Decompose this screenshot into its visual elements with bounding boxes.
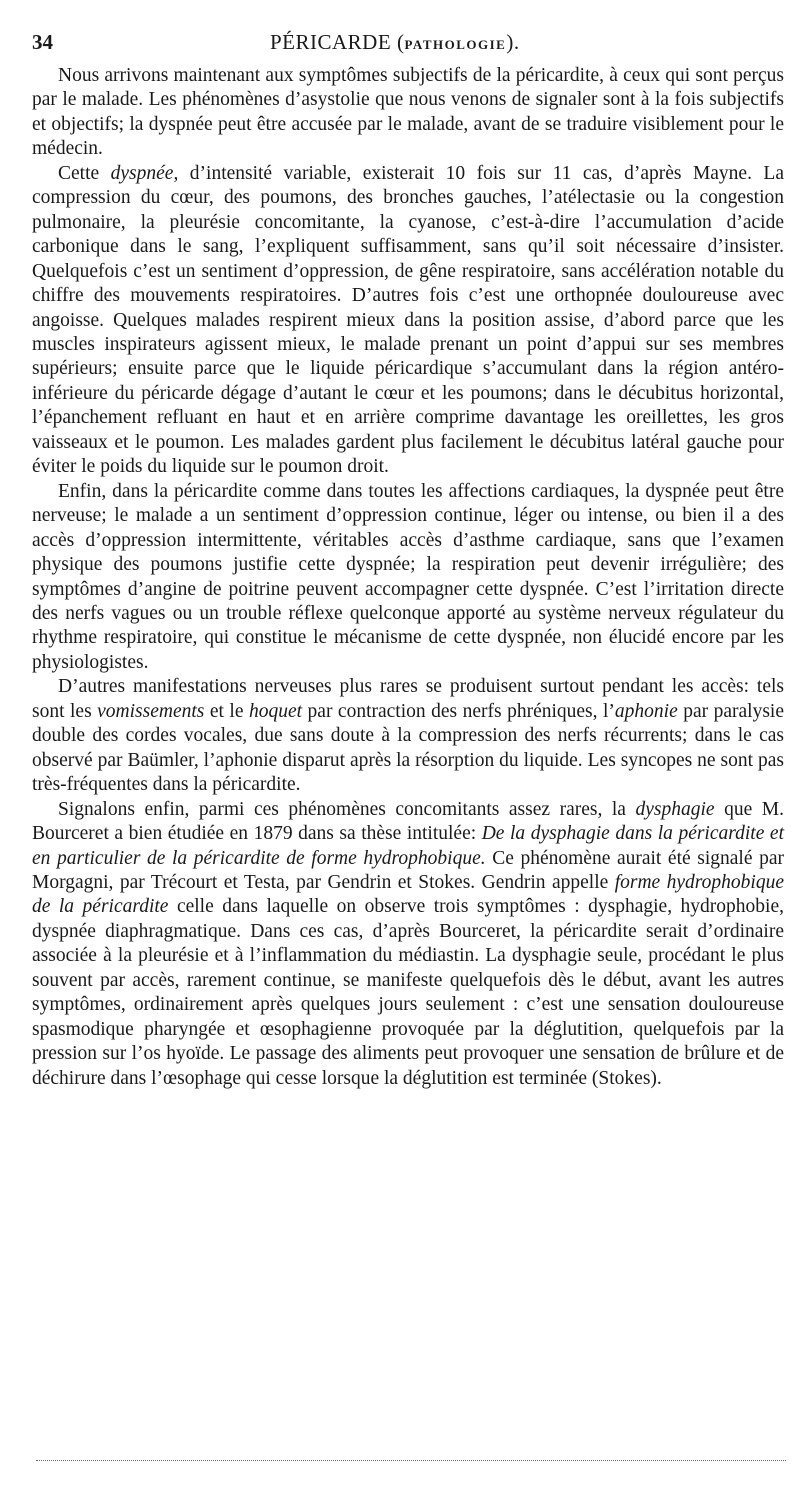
italic-term: vomissements (97, 700, 205, 722)
page-number: 34 (32, 30, 53, 54)
text-run: celle dans laquelle on observe trois symptômes : dysphagie, hydrophobie, dyspnée diaphragmatique. Dans ces cas, d’après Bourceret, la péricardite serait d’ordinaire associée à la pleurésie et à l’inflammation du médiastin. La dysphagie seule, procédant le plus souvent par accès, rarement continue, se manifeste quelquefois dès le début, avant les autres symptômes, ordinairement après quelques jours seulement : c’est une sensation douloureuse spasmodique pharyngée et œsophagienne provoquée par la déglutition, quelquefois par la pression sur l’os hyoïde. Le passage des aliments peut provoquer une sensation de brûlure et de déchirure dans l’œsophage qui cesse lorsque la déglutition est terminée (Stokes). (32, 896, 784, 1089)
text-run: , d’intensité variable, existerait 10 fois sur 11 cas, d’après Mayne. La compression du cœur, des poumons, des bronches gauches, l’atélectasie ou la congestion pulmonaire, la pleurésie concomitante, la cyanose, c’est-à-dire l’accumulation d’acide carbonique dans le sang, l’expliquent suffisamment, sans qu’il soit nécessaire d’insister. Quelquefois c’est un sentiment d’oppression, de gêne respiratoire, sans accélération notable du chiffre des mouvements respiratoires. D’autres fois c’est une orthopnée douloureuse avec angoisse. Quelques malades respirent mieux dans la position assise, d’abord parce que les muscles inspirateurs agissent mieux, le malade prenant un point d’appui sur ses membres supérieurs; ensuite parce que le liquide péricardique s’accumulant dans la région antéro-inférieure du péricarde dégage d’autant le cœur et les poumons; dans le décubitus horizontal, l’épanchement refluant en haut et en arrière comprime davantage les oreillettes, les gros vaisseaux et le poumon. Les malades gardent plus facilement le décubitus latéral gauche pour éviter le poids du liquide sur le poumon droit. (32, 162, 784, 478)
paragraph-dyspnea (32, 162, 784, 480)
text-run: Nous arrivons maintenant aux symptômes subjectifs de la péricardite, à ceux qui sont perçus par le malade. Les phénomènes d’asystolie que nous venons de signaler sont à la fois subjectifs et objectifs; la dyspnée peut être accusée par le malade, avant de se traduire visiblement pour le médecin. (32, 65, 784, 160)
italic-term: dyspnée (110, 162, 174, 184)
footer-dotted-rule (36, 1460, 786, 1461)
paragraph-subjective-symptoms (32, 64, 784, 162)
text-run: et le (204, 700, 249, 722)
italic-term: dysphagie (635, 798, 715, 820)
body-text (32, 64, 784, 1091)
paragraph-dysphagia (32, 798, 784, 1091)
running-title-sub: PATHOLOGIE (404, 37, 507, 52)
page-header (32, 30, 784, 60)
text-run: Ce phénomène aurait été signalé par Morgagni, par Trécourt et Testa, par Gendrin et Stokes. Gendrin appelle (32, 847, 784, 893)
running-title-main: PÉRICARDE (270, 30, 392, 54)
italic-term: aphonie (614, 700, 678, 722)
italic-term: forme hydrophobique de la péricardite (32, 871, 784, 918)
paragraph-nervous-manifestations (32, 675, 784, 797)
text-run: Enfin, dans la péricardite comme dans toutes les affections cardiaques, la dyspnée peut être nerveuse; le malade a un sentiment d’oppression continue, léger ou intense, ou bien il a des accès d’oppression intermittente, véritables accès d’asthme cardiaque, sans que l’examen physique des poumons justifie cette dyspnée; la respiration peut devenir irrégulière; des symptômes d’angine de poitrine peuvent accompagner cette dyspnée. C’est l’irritation directe des nerfs vagues ou un trouble réflexe quelconque apporté au système nerveux régulateur du rhythme respiratoire, qui constitue le mécanisme de cette dyspnée, non élucidé encore par les physiologistes. (32, 480, 784, 673)
paragraph-nervous-dyspnea (32, 480, 784, 676)
text-run: par paralysie double des cordes vocales, due sans doute à la compression des nerfs récurrents; dans le cas observé par Baümler, l’aphonie disparut après la résorption du liquide. Les syncopes ne sont pas très-fréquentes dans la péricardite. (32, 700, 784, 796)
running-title-close: ). (506, 30, 520, 54)
text-run: que M. Bourceret a bien étudiée en 1879 dans sa thèse intitulée: (32, 798, 784, 845)
running-title (270, 30, 520, 55)
text-run: Cette (58, 162, 111, 184)
running-title-open: ( (391, 30, 405, 54)
text-run: Signalons enfin, parmi ces phénomènes concomitants assez rares, la (58, 798, 636, 820)
text-run: D’autres manifestations nerveuses plus rares se produisent surtout pendant les accès: tels sont les (32, 676, 784, 722)
italic-term: hoquet (248, 700, 303, 722)
italic-title: De la dysphagie dans la péricardite et en particulier de la péricardite de forme hydrophobique. (32, 823, 784, 869)
text-run: par contraction des nerfs phréniques, l’ (302, 700, 615, 722)
